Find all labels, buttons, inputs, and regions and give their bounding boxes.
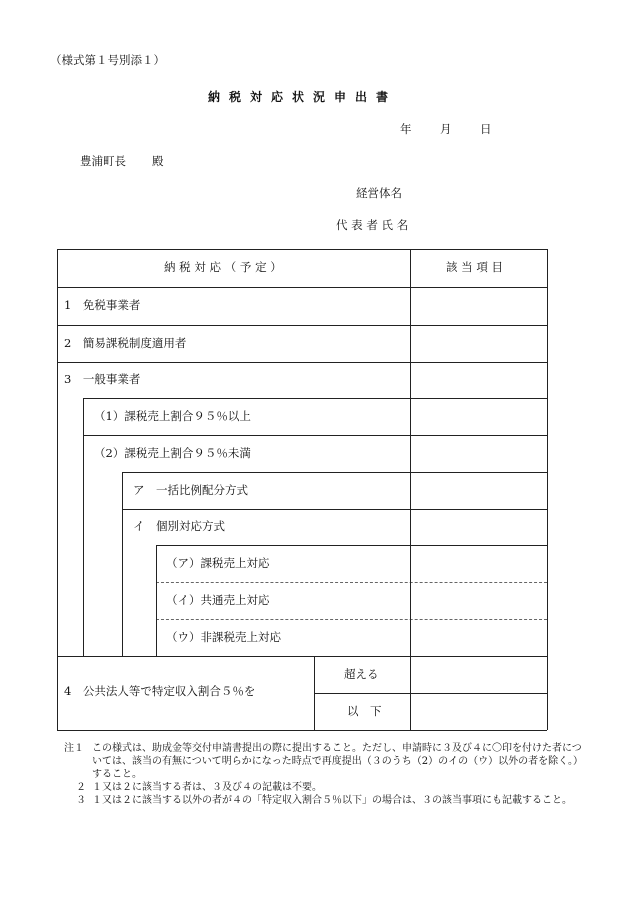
table-header-applicable-item: 該当項目 xyxy=(446,260,507,274)
date-day-label: 日 xyxy=(480,122,492,136)
row-taxable-sales-correspondence: （ア）課税売上対応 xyxy=(166,556,270,570)
table-header-tax-response: 納税対応（予定） xyxy=(164,260,286,274)
row-general-business: 3 一般事業者 xyxy=(64,372,141,386)
note-text: １又は２に該当する者は、３及び４の記載は不要。 xyxy=(92,782,322,793)
date-month-label: 月 xyxy=(440,122,452,136)
addressee-honorific: 殿 xyxy=(152,154,164,168)
row-specific-income-or-less: 以 下 xyxy=(347,704,382,718)
row-non-taxable-sales-correspondence: （ウ）非課税売上対応 xyxy=(166,630,281,644)
row-public-corporation-specific-income: 4 公共法人等で特定収入割合５％を xyxy=(64,684,256,698)
addressee-name: 豊浦町長 xyxy=(80,154,126,168)
note-number: ２ xyxy=(76,782,86,793)
row-taxable-sales-ratio-under-95: （2）課税売上割合９５％未満 xyxy=(94,446,251,460)
note-item xyxy=(64,794,588,807)
form-number: （様式第１号別添１） xyxy=(50,53,165,67)
notes-section xyxy=(64,742,588,807)
row-taxable-sales-ratio-95-or-more: （1）課税売上割合９５％以上 xyxy=(94,409,251,423)
business-name-label: 経営体名 xyxy=(356,186,402,200)
row-individual-allocation-method: イ 個別対応方式 xyxy=(133,519,225,533)
representative-name-label: 代表者氏名 xyxy=(336,218,412,232)
note-number: ３ xyxy=(76,795,86,806)
row-lump-sum-proportional-method: ア 一括比例配分方式 xyxy=(133,483,248,497)
date-year-label: 年 xyxy=(400,122,412,136)
row-tax-exempt-business: 1 免税事業者 xyxy=(64,298,141,312)
note-text: この様式は、助成金等交付申請書提出の際に提出すること。ただし、申請時に３及び４に〇印を付けた者については、該当の有無について明らかになった時点で再度提出（３のうち（2）のイの（ウ）以外の者を除く。）すること。 xyxy=(92,743,583,780)
note-item xyxy=(64,742,588,781)
row-common-sales-correspondence: （イ）共通売上対応 xyxy=(166,593,270,607)
row-specific-income-exceeds: 超える xyxy=(344,667,379,681)
note-text: １又は２に該当する以外の者が４の「特定収入割合５％以下」の場合は、３の該当事項にも記載すること。 xyxy=(92,795,572,806)
note-item xyxy=(64,781,588,794)
document-title: 納税対応状況申出書 xyxy=(208,90,398,104)
row-simplified-taxation: 2 簡易課税制度適用者 xyxy=(64,336,187,350)
note-number: 注１ xyxy=(64,743,84,754)
